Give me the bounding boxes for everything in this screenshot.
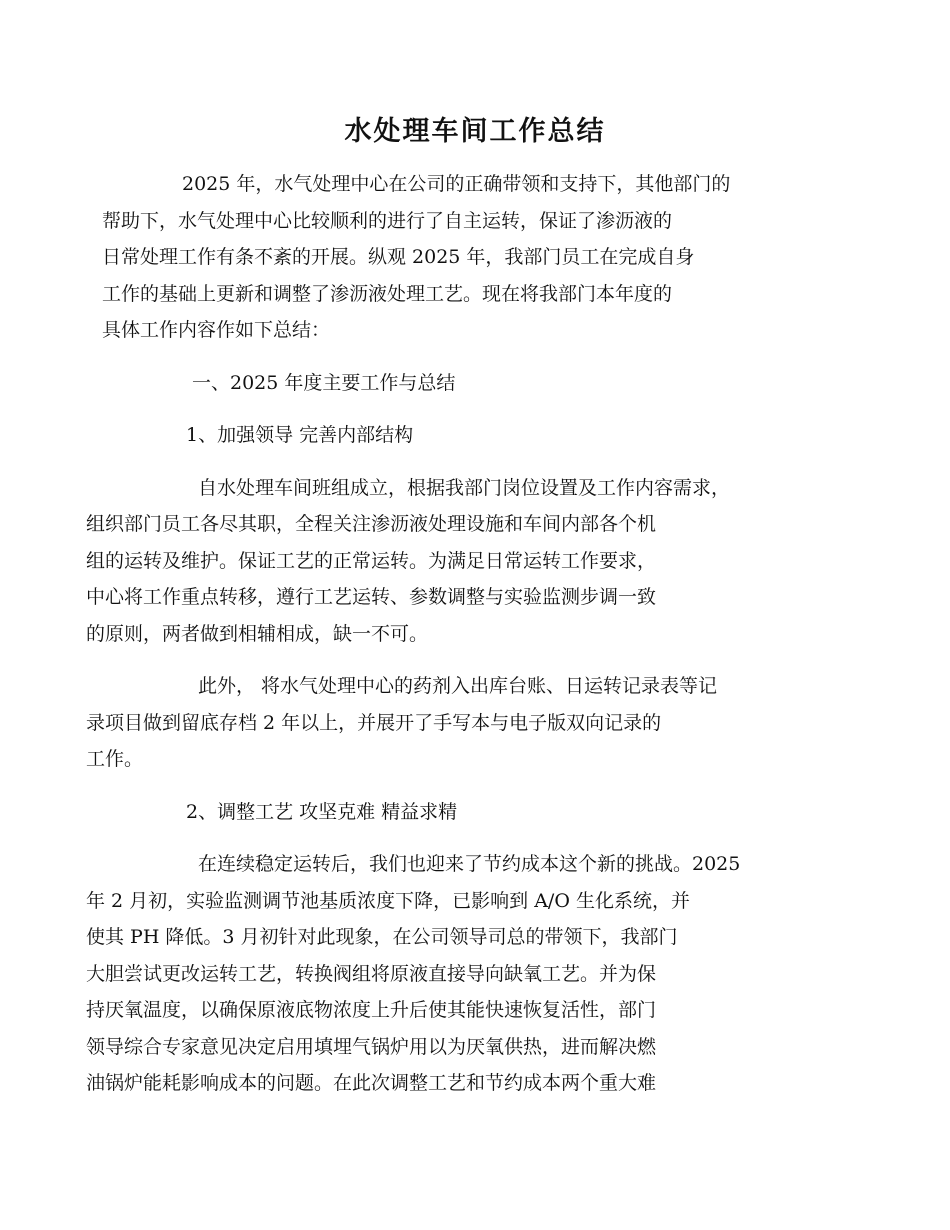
text-line: 具体工作内容作如下总结： bbox=[102, 319, 331, 341]
text-line: 的原则，两者做到相辅相成，缺一不可。 bbox=[86, 622, 429, 645]
document-title: 水处理车间工作总结 bbox=[344, 116, 606, 147]
section-heading: 一、2025 年度主要工作与总结 bbox=[192, 371, 456, 394]
text-line: 工作的基础上更新和调整了渗沥液处理工艺。现在将我部门本年度的 bbox=[102, 282, 673, 305]
body-paragraph bbox=[86, 846, 814, 1102]
text-line: 在连续稳定运转后，我们也迎来了节约成本这个新的挑战。2025 bbox=[198, 853, 741, 875]
body-paragraph bbox=[86, 668, 814, 778]
text-line: 组的运转及维护。保证工艺的正常运转。为满足日常运转工作要求， bbox=[86, 549, 657, 572]
text-line: 日常处理工作有条不紊的开展。纵观 2025 年，我部门员工在完成自身 bbox=[102, 246, 695, 268]
text-line: 录项目做到留底存档 2 年以上，并展开了手写本与电子版双向记录的 bbox=[86, 711, 662, 734]
text-line: 组织部门员工各尽其职，全程关注渗沥液处理设施和车间内部各个机 bbox=[86, 513, 657, 535]
text-line: 油锅炉能耗影响成本的问题。在此次调整工艺和节约成本两个重大难 bbox=[86, 1072, 657, 1094]
text-line: 领导综合专家意见决定启用填埋气锅炉用以为厌氧供热，进而解决燃 bbox=[86, 1035, 657, 1058]
text-line: 自水处理车间班组成立，根据我部门岗位设置及工作内容需求， bbox=[198, 476, 731, 499]
item-heading: 2、调整工艺 攻坚克难 精益求精 bbox=[186, 800, 458, 823]
text-line: 帮助下，水气处理中心比较顺利的进行了自主运转，保证了渗沥液的 bbox=[102, 209, 673, 232]
item-heading: 1、加强领导 完善内部结构 bbox=[186, 424, 414, 446]
text-line: 使其 PH 降低。3 月初针对此现象，在公司领导司总的带领下，我部门 bbox=[86, 926, 678, 948]
text-line: 工作。 bbox=[86, 748, 144, 770]
body-paragraph bbox=[86, 470, 814, 653]
text-line: 2025 年，水气处理中心在公司的正确带领和支持下，其他部门的 bbox=[182, 173, 731, 195]
text-line: 年 2 月初，实验监测调节池基质浓度下降，已影响到 A/O 生化系统，并 bbox=[86, 889, 690, 912]
document-body bbox=[86, 166, 814, 1102]
intro-paragraph bbox=[102, 166, 814, 349]
text-line: 中心将工作重点转移，遵行工艺运转、参数调整与实验监测步调一致 bbox=[86, 586, 657, 608]
text-line: 此外， 将水气处理中心的药剂入出库台账、日运转记录表等记 bbox=[198, 675, 718, 697]
text-line: 大胆尝试更改运转工艺，转换阀组将原液直接导向缺氧工艺。并为保 bbox=[86, 962, 657, 985]
text-line: 持厌氧温度，以确保原液底物浓度上升后使其能快速恢复活性，部门 bbox=[86, 999, 657, 1021]
